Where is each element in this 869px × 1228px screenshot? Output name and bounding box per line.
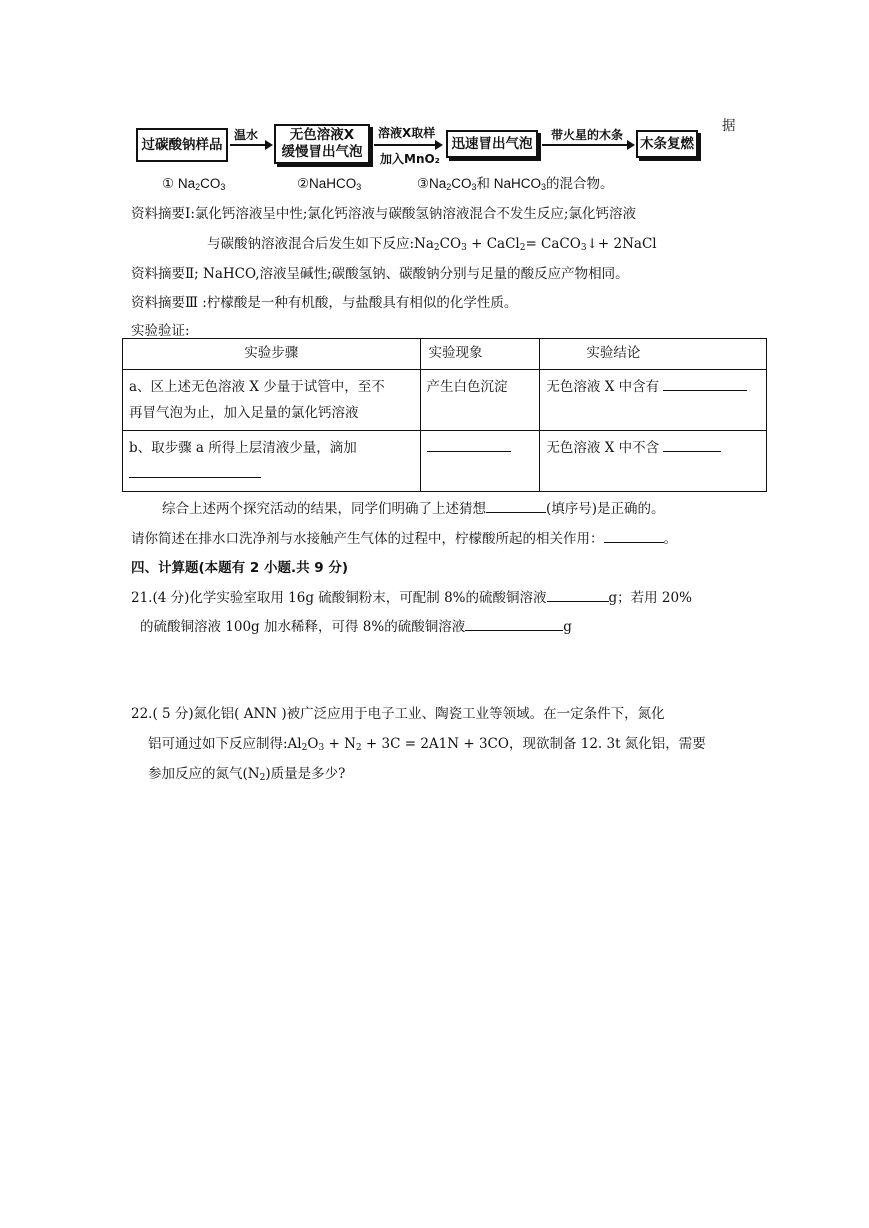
q22-sub3: 2 [355,743,362,753]
info-1-line2 [207,232,657,253]
info-1-sub4: 3 [580,243,587,253]
row-a-step [123,370,421,431]
q21-line1 [131,586,692,606]
header-conclusion: 实验结论 [540,339,767,370]
guess-1-sub: 2 [195,182,201,192]
guess-3: ③Na [416,176,447,191]
flow-box-solution-line2: 缓慢冒出气泡 [281,144,363,160]
info-1-line2-d: = CaCO [525,236,581,252]
guess-1-sub2: 3 [220,182,226,192]
row-b-conclusion: 无色溶液 X 中不含 [546,440,660,456]
table-header-row [123,339,767,370]
q21-line2-b: g [563,619,572,635]
row-b-conclusion-cell [540,431,767,492]
flow-arrow-1-label: 温水 [234,128,259,142]
info-1-line1: 资料摘要Ⅰ:氯化钙溶液呈中性;氯化钙溶液与碳酸氢钠溶液混合不发生反应;氯化钙溶液 [131,206,636,222]
info-1-line2-b: CO [439,236,462,252]
q21-line2 [140,615,572,635]
q22-line2-a: 铝可通过如下反应制得:Al [148,736,302,752]
header-phenomenon: 实验现象 [420,339,540,370]
q22-line3 [148,762,345,783]
info-3: 资料摘要Ⅲ :柠檬酸是一种有机酸，与盐酸具有相似的化学性质。 [131,295,518,311]
guess-1-rest: CO [200,176,221,191]
q21-line2-a: 的硫酸铜溶液 100g 加水稀释，可得 8%的硫酸铜溶液 [140,619,466,635]
experiment-table [122,338,767,492]
info-1-sub2: 3 [461,243,467,253]
q22-line2-b: O [307,736,319,752]
info-1-sub3: 2 [519,243,526,253]
guess-3-sub3: 3 [541,182,547,192]
q22-line2-c: + N [324,736,356,752]
row-b-step [123,431,421,492]
summary-guess-blank[interactable] [486,498,546,513]
flow-arrow-3 [542,144,628,146]
section-4-title: 四、计算题(本题有 2 小题.共 9 分) [131,560,349,576]
flow-box-relight-label: 木条复燃 [640,135,694,152]
info-2: 资料摘要Ⅱ; NaHCO,溶液呈碱性;碳酸氢钠、碳酸钠分别与足量的酸反应产物相同。 [131,266,629,282]
summary-line2-text: 请你简述在排水口洗净剂与水接触产生气体的过程中，柠檬酸所起的相关作用： [131,531,604,547]
flow-box-bubbles-label: 迅速冒出气泡 [451,135,533,152]
q22-line2-d: + 3C = 2A1N + 3CO，现欲制备 12. 3t 氮化铝，需要 [361,736,706,752]
row-a-conclusion-cell [540,370,767,431]
q22-line3-sub: 2 [259,773,266,783]
q22-sub1: 2 [301,743,308,753]
summary-line1-a: 综合上述两个探究活动的结果，同学们明确了上述猜想 [162,501,486,517]
row-b-phenomenon-blank[interactable] [427,437,511,452]
guess-3-sub2: 3 [471,182,477,192]
guess-3-b: CO [451,176,472,191]
q21-blank-2[interactable] [465,616,563,631]
info-1-line2-c: + CaCl [466,236,520,252]
summary-role-blank[interactable] [604,528,664,543]
summary-line2 [131,527,677,547]
info-1-sub1: 2 [433,243,440,253]
row-a-conclusion: 无色溶液 X 中含有 [546,379,660,395]
flow-arrow-2-label-bottom: 加入MnO₂ [380,152,440,166]
q22-line2 [148,732,706,753]
flow-arrow-2 [374,144,436,146]
q22-line3-b: )质量是多少? [265,766,346,782]
guess-3-c: 和 NaHCO [476,176,542,191]
info-1-line2-a: 与碳酸钠溶液混合后发生如下反应:Na [207,236,434,252]
summary-line1 [162,497,665,517]
guess-1: ① Na [162,176,196,191]
q22-line3-a: 参加反应的氮气(N [148,766,260,782]
flow-box-sample [136,128,228,162]
q22-line1: 22.( 5 分)氮化铝( ANN )被广泛应用于电子工业、陶瓷工业等领域。在一定条件下，氮化 [131,706,665,722]
guess-3-d: 的混合物。 [546,176,614,191]
row-b-step-blank[interactable] [129,463,261,478]
flow-arrow-2-label-top: 溶液X取样 [378,126,436,140]
q22-sub2: 3 [318,743,325,753]
flow-box-solution-line1: 无色溶液X [289,127,355,143]
table-row [123,431,767,492]
row-a-conclusion-blank[interactable] [663,376,747,391]
row-b-phenomenon-cell [420,431,540,492]
flow-arrow-1 [230,144,266,146]
q21-line1-a: 21.(4 分)化学实验室取用 16g 硫酸铜粉末，可配制 8%的硫酸铜溶液 [131,590,547,606]
flow-box-solution [274,124,370,164]
flow-box-relight [636,130,698,158]
summary-line2-end: 。 [663,531,677,547]
table-row [123,370,767,431]
row-b-step-line1: b、取步骤 a 所得上层清液少量，滴加 [129,440,357,456]
header-steps: 实验步骤 [123,339,421,370]
q21-blank-1[interactable] [547,587,609,602]
guess-2-sub: 3 [356,182,362,192]
guesses-line [162,172,614,192]
guess-3-sub1: 2 [446,182,452,192]
side-note: 据 [722,118,736,134]
guess-2: ②NaHCO [296,176,357,191]
row-a-step-line1: a、区上述无色溶液 X 少量于试管中，至不 [129,379,385,395]
q21-line1-b: g；若用 20% [608,590,692,606]
summary-line1-b: (填序号)是正确的。 [546,501,665,517]
flow-arrow-3-label: 带火星的木条 [551,128,624,142]
row-b-step-blank-line [129,461,414,487]
row-b-conclusion-blank[interactable] [663,437,721,452]
row-a-phenomenon: 产生白色沉淀 [420,370,540,431]
flow-box-bubbles [446,130,538,158]
row-a-step-line2: 再冒气泡为止，加入足量的氯化钙溶液 [129,405,359,421]
flow-box-sample-label: 过碳酸钠样品 [141,136,223,153]
info-1-line2-e: ↓+ 2NaCl [586,236,657,252]
verify-heading: 实验验证: [131,323,190,339]
